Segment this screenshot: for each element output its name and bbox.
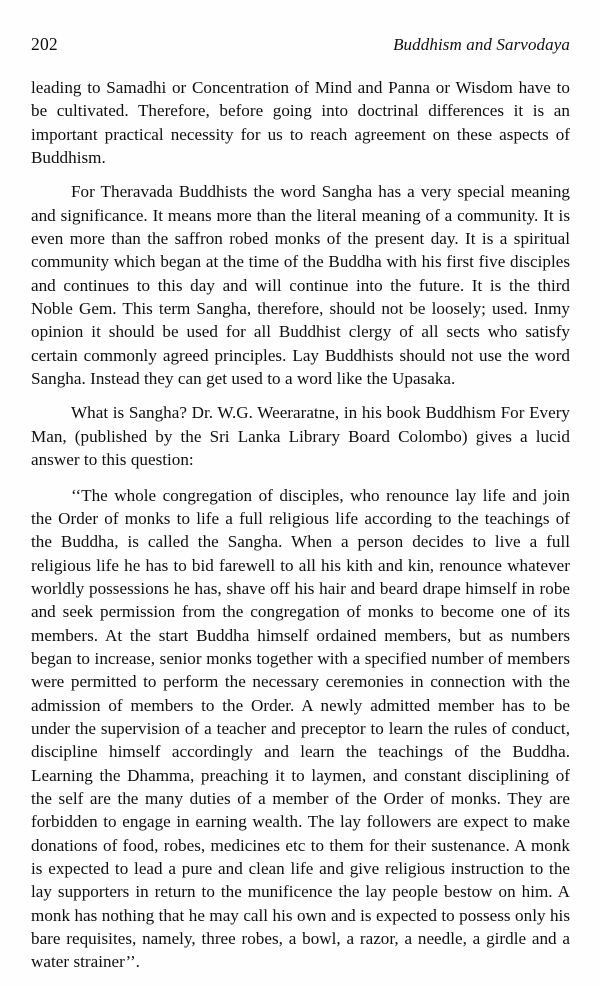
running-head-title: Buddhism and Sarvodaya bbox=[393, 35, 570, 54]
page-number: 202 bbox=[31, 34, 58, 54]
paragraph-spacer bbox=[31, 472, 570, 484]
paragraph-what-is-sangha: What is Sangha? Dr. W.G. Weeraratne, in his book Buddhism For Every Man, (published by the Sri Lanka Library Board Colombo) gives a lucid answer to this question: bbox=[31, 403, 570, 470]
paragraph-theravada-sangha: For Theravada Buddhists the word Sangha has a very special meaning and significance. It means more than the literal meaning of a community. It is even more than the saffron robed monks of the present day. It is a spiritual community which began at the time of the Buddha with his first five disciples and continues to this day and will continue into the future. It is the third Noble Gem. This term Sangha, therefore, should not be loosely; used. Inmy opinion it should be used for all Buddhist clergy of all sects who satisfy certain commonly agreed principles. Lay Buddhists should not use the word Sangha. Instead they can get used to a word like the Upasaka. bbox=[31, 182, 570, 389]
block-quotation: ‘‘The whole congregation of disciples, who renounce lay life and join the Order of monks to life a full religious life according to the teachings of the Buddha, is called the Sangha. When a person decides to live a full religious life he has to bid farewell to all his kith and kin, renounce whatever worldly possessions he has, shave off his hair and beard drape himself in robe and seek permission from the congregation of monks to become one of its members. At the start Buddha himself ordained members, but as numbers began to increase, senior monks together with a specified number of members were permitted to perform the necessary ceremonies in connection with the admission of members to the Order. A newly admitted member has to be under the supervision of a teacher and preceptor to learn the rules of conduct, discipline himself accordingly and learn the teachings of the Buddha. Learning the Dhamma, preaching it to laymen, and constant disciplining of the self are the many duties of a member of the Order of monks. They are forbidden to engage in earning wealth. The lay followers are expect to make donations of food, robes, medicines etc to them for their sustenance. A monk is expected to lead a pure and clean life and give religious instruction to the lay supporters in return to the munificence the lay people bestow on him. A monk has nothing that he may call his own and is expected to possess only his bare requisites, namely, three robes, a bowl, a razor, a needle, a girdle and a water strainer’’. bbox=[31, 485, 570, 972]
paragraph-continued: leading to Samadhi or Concentration of Mind and Panna or Wisdom have to be cultivated. Therefore, before going into doctrinal differences it is an important practical necessity for us to reach agreement on these aspects of Buddhism. bbox=[31, 78, 570, 168]
running-head bbox=[31, 33, 570, 59]
paragraph-spacer bbox=[31, 169, 570, 180]
paragraph-spacer bbox=[31, 390, 570, 401]
body-text-block bbox=[31, 76, 570, 974]
